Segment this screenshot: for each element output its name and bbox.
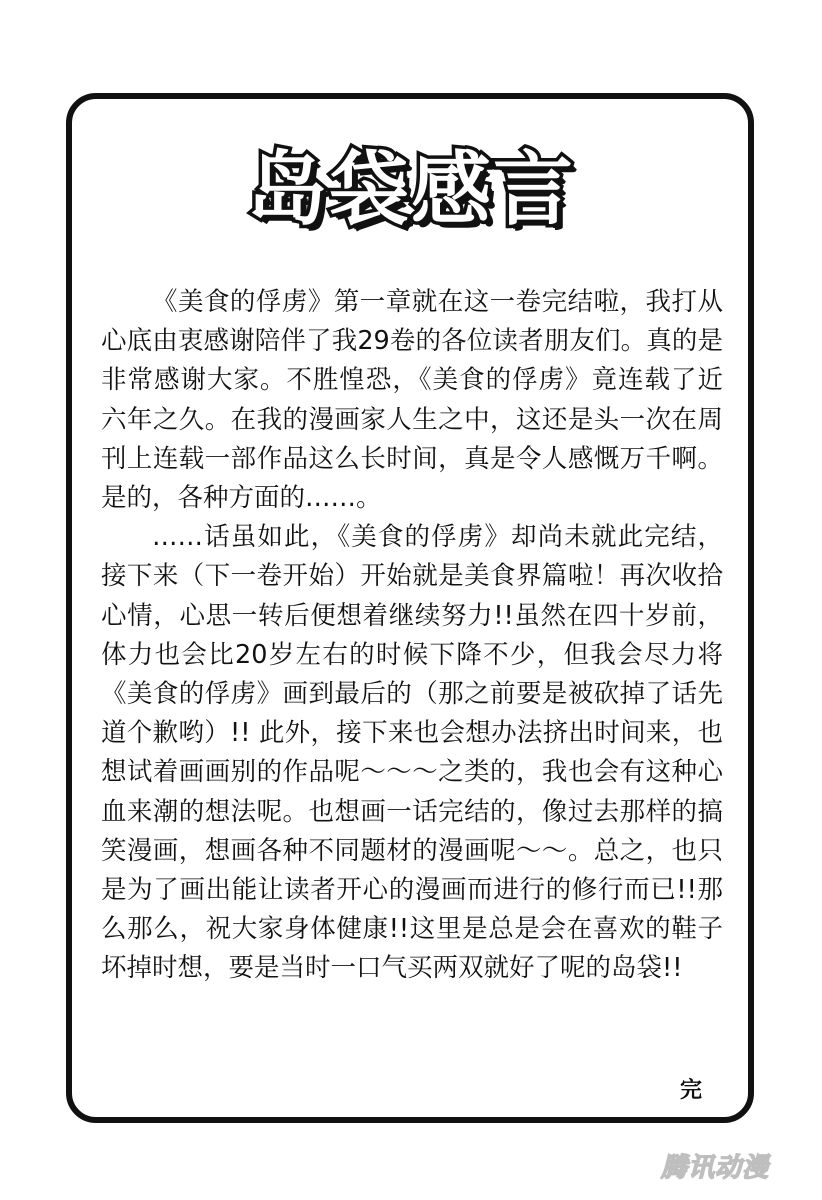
afterword-body xyxy=(101,283,723,989)
watermark-logo: 腾讯动漫 xyxy=(661,1153,770,1183)
paragraph-2: ……话虽如此，《美食的俘虏》却尚未就此完结，接下来（下一卷开始）开始就是美食界篇啦！再次收拾心情，心思一转后便想着继续努力!!虽然在四十岁前，体力也会比20岁左右的时候下降不少，但我会尽力将《美食的俘虏》画到最后的（那之前要是被砍掉了话先道个歉哟）!! 此外，接下来也会想办法挤出时间来，也想试着画画别的作品呢～～～之类的，我也会有这种心血来潮的想法呢。也想画一话完结的，像过去那样的搞笑漫画，想画各种不同题材的漫画呢～～。总之，也只是为了画出能让读者开心的漫画而进行的修行而已!!那么那么，祝大家身体健康!!这里是总是会在喜欢的鞋子坏掉时想，要是当时一口气买两双就好了呢的岛袋!! xyxy=(101,522,723,984)
paragraph-1: 《美食的俘虏》第一章就在这一卷完结啦，我打从心底由衷感谢陪伴了我29卷的各位读者朋友们。真的是非常感谢大家。不胜惶恐，《美食的俘虏》竟连载了近六年之久。在我的漫画家人生之中，这还是头一次在周刊上连载一部作品这么长时间，真是令人感慨万千啊。是的，各种方面的……。 xyxy=(101,287,723,514)
page-title: 岛袋感言 xyxy=(247,143,575,236)
end-mark: 完 xyxy=(680,1078,703,1103)
